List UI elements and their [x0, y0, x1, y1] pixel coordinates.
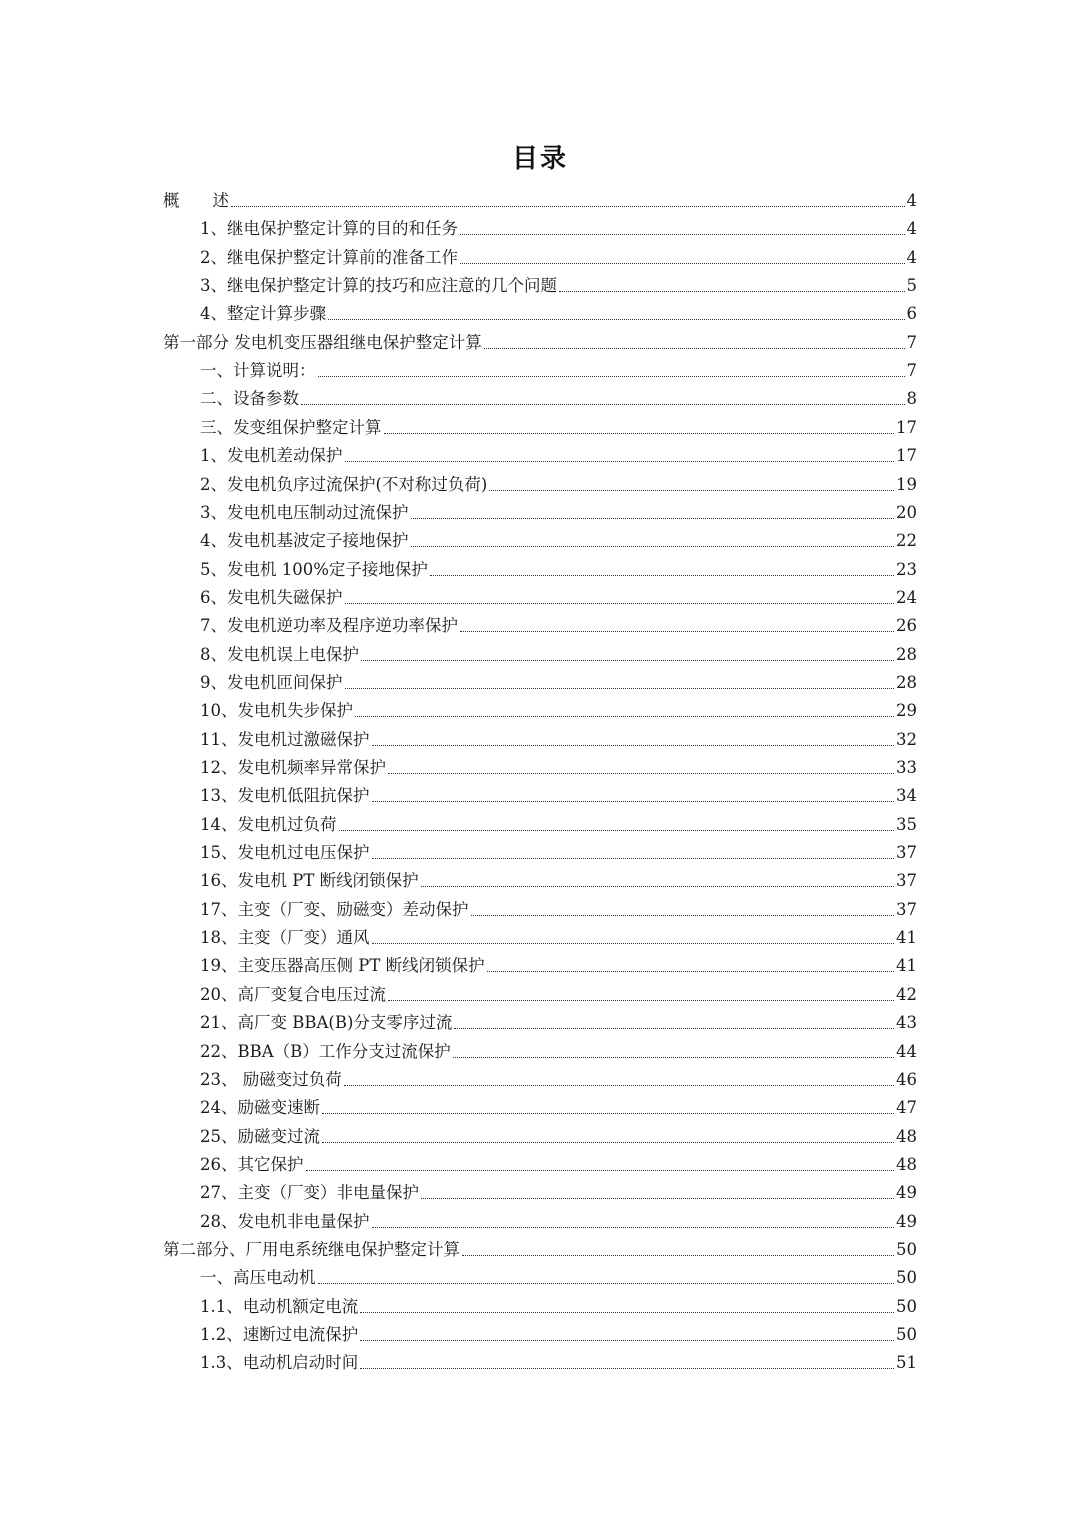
toc-entry-label: 12、发电机频率异常保护 [200, 758, 386, 777]
toc-entry[interactable] [200, 870, 917, 892]
toc-entry-label: 13、发电机低阻抗保护 [200, 786, 370, 806]
toc-entry-page-number: 4 [906, 191, 917, 210]
dot-leader [301, 404, 905, 405]
toc-entry[interactable] [200, 388, 917, 410]
toc-entry[interactable] [200, 474, 917, 496]
toc-entry[interactable] [200, 615, 917, 637]
toc-entry-page-number: 29 [896, 701, 917, 721]
dot-leader [360, 1340, 894, 1341]
toc-entry-page-number: 34 [896, 786, 917, 806]
toc-entry-page-number: 24 [896, 587, 917, 607]
toc-entry[interactable] [200, 984, 917, 1006]
toc-entry-page-number: 37 [896, 899, 917, 919]
toc-entry[interactable] [200, 644, 917, 666]
toc-entry-page-number: 7 [906, 361, 917, 381]
toc-entry[interactable] [200, 785, 917, 807]
toc-entry[interactable] [200, 1352, 917, 1374]
toc-entry-page-number: 44 [896, 1041, 917, 1061]
dot-leader [388, 773, 894, 774]
toc-entry-page-number: 20 [896, 502, 917, 522]
toc-entry-label: 第一部分 发电机变压器组继电保护整定计算 [163, 332, 482, 352]
toc-entry[interactable] [200, 842, 917, 864]
toc-entry-page-number: 51 [896, 1353, 917, 1373]
dot-leader [421, 1198, 894, 1199]
toc-entry-label: 2、继电保护整定计算前的准备工作 [200, 247, 458, 267]
toc-entry-label: 1、继电保护整定计算的目的和任务 [200, 219, 458, 239]
toc-entry[interactable] [200, 1012, 917, 1034]
dot-leader [328, 319, 905, 320]
toc-entry-page-number: 37 [896, 871, 917, 891]
toc-entry-page-number: 4 [906, 247, 917, 267]
toc-entry-label: 9、发电机匝间保护 [200, 672, 343, 692]
toc-entry-label: 3、发电机电压制动过流保护 [200, 502, 409, 522]
toc-entry-page-number: 47 [896, 1098, 917, 1118]
toc-entry-page-number: 4 [906, 219, 917, 239]
toc-entry-page-number: 50 [896, 1325, 917, 1344]
toc-entry-label: 一、高压电动机 [200, 1268, 316, 1288]
dot-leader [344, 1085, 894, 1086]
toc-entry-label: 18、主变（厂变）通风 [200, 928, 370, 948]
toc-entry-label: 1.2、速断过电流保护 [200, 1325, 359, 1344]
toc-entry-label: 5、发电机 100%定子接地保护 [200, 559, 428, 579]
dot-leader [484, 348, 905, 349]
dot-leader [411, 546, 895, 547]
toc-entry[interactable] [200, 218, 917, 240]
dot-leader [339, 830, 895, 831]
toc-entry[interactable] [200, 275, 917, 297]
toc-entry-label: 8、发电机误上电保护 [200, 644, 359, 664]
toc-entry[interactable] [200, 814, 917, 836]
toc-entry[interactable] [200, 955, 917, 977]
toc-entry[interactable] [200, 1126, 917, 1148]
dot-leader [460, 263, 905, 264]
toc-entry-page-number: 48 [896, 1154, 917, 1174]
toc-entry[interactable] [200, 1097, 917, 1119]
toc-entry-label: 1.1、电动机额定电流 [200, 1296, 359, 1316]
toc-entry-label: 23、 励磁变过负荷 [200, 1069, 342, 1089]
toc-entry-page-number: 33 [896, 758, 917, 777]
toc-entry[interactable] [200, 417, 917, 439]
toc-entry-label: 10、发电机失步保护 [200, 701, 353, 721]
toc-entry-page-number: 23 [896, 559, 917, 579]
dot-leader [372, 1227, 895, 1228]
dot-leader [372, 745, 895, 746]
dot-leader [322, 1113, 894, 1114]
toc-entry[interactable] [163, 332, 917, 354]
toc-entry-page-number: 46 [896, 1069, 917, 1089]
dot-leader [430, 575, 894, 576]
dot-leader [372, 801, 895, 802]
dot-leader [454, 1028, 894, 1029]
toc-entry-label: 11、发电机过激磁保护 [200, 729, 370, 749]
dot-leader [421, 886, 894, 887]
toc-entry-label: 28、发电机非电量保护 [200, 1211, 370, 1231]
toc-entry-page-number: 17 [896, 446, 917, 466]
toc-entry-page-number: 50 [896, 1296, 917, 1316]
toc-entry-label: 24、励磁变速断 [200, 1098, 320, 1118]
toc-entry[interactable] [163, 1239, 917, 1261]
dot-leader [231, 206, 905, 207]
dot-leader [559, 291, 905, 292]
toc-entry-label: 6、发电机失磁保护 [200, 587, 343, 607]
toc-entry-label: 17、主变（厂变、励磁变）差动保护 [200, 899, 469, 919]
toc-entry-label: 二、设备参数 [200, 389, 299, 409]
toc-entry[interactable] [200, 1182, 917, 1204]
toc-entry-page-number: 50 [896, 1239, 917, 1259]
toc-entry-page-number: 6 [906, 304, 917, 324]
toc-entry-label: 15、发电机过电压保护 [200, 843, 370, 863]
toc-entry-label: 19、主变压器高压侧 PT 断线闭锁保护 [200, 956, 485, 976]
toc-entry-label: 27、主变（厂变）非电量保护 [200, 1183, 419, 1203]
toc-entry[interactable] [200, 445, 917, 467]
toc-entry-page-number: 50 [896, 1268, 917, 1288]
toc-entry-page-number: 22 [896, 531, 917, 551]
toc-entry-label: 2、发电机负序过流保护(不对称过负荷) [200, 474, 488, 494]
dot-leader [453, 1057, 894, 1058]
dot-leader [384, 433, 895, 434]
toc-entry[interactable] [200, 1296, 917, 1318]
toc-entry-page-number: 42 [896, 984, 917, 1004]
toc-entry[interactable] [200, 502, 917, 524]
toc-entry[interactable] [200, 899, 917, 921]
toc-entry-label: 16、发电机 PT 断线闭锁保护 [200, 871, 419, 891]
dot-leader [355, 716, 894, 717]
toc-entry[interactable] [200, 700, 917, 722]
toc-entry-page-number: 37 [896, 843, 917, 863]
dot-leader [360, 1312, 894, 1313]
dot-leader [345, 688, 895, 689]
toc-entry[interactable] [163, 190, 917, 212]
toc-entry-label: 1.3、电动机启动时间 [200, 1353, 359, 1373]
dot-leader [322, 1142, 894, 1143]
toc-entry[interactable] [200, 1041, 917, 1063]
dot-leader [345, 461, 895, 462]
toc-entry-label: 21、高厂变 BBA(B)分支零序过流 [200, 1013, 453, 1033]
toc-entry-label: 1、发电机差动保护 [200, 446, 343, 466]
toc-entry[interactable] [200, 757, 917, 779]
toc-entry-label: 第二部分、厂用电系统继电保护整定计算 [163, 1239, 460, 1259]
toc-entry[interactable] [200, 360, 917, 382]
toc-entry-page-number: 7 [906, 332, 917, 352]
toc-entry[interactable] [200, 530, 917, 552]
toc-entry-label: 一、计算说明： [200, 361, 316, 381]
dot-leader [318, 376, 905, 377]
toc-entry-page-number: 49 [896, 1211, 917, 1231]
dot-leader [372, 858, 895, 859]
toc-entry[interactable] [200, 587, 917, 609]
toc-entry-label: 7、发电机逆功率及程序逆功率保护 [200, 616, 458, 636]
toc-entry[interactable] [200, 247, 917, 269]
toc-entry-page-number: 43 [896, 1013, 917, 1033]
toc-entry-page-number: 19 [896, 474, 917, 494]
toc-entry-label: 4、整定计算步骤 [200, 304, 326, 324]
toc-entry-page-number: 41 [896, 956, 917, 976]
toc-entry-page-number: 17 [896, 417, 917, 437]
dot-leader [306, 1170, 895, 1171]
toc-entry-label: 4、发电机基波定子接地保护 [200, 531, 409, 551]
toc-entry-label: 三、发变组保护整定计算 [200, 417, 382, 437]
dot-leader [460, 234, 905, 235]
toc-entry[interactable] [200, 559, 917, 581]
toc-entry-page-number: 26 [896, 616, 917, 636]
toc-entry[interactable] [200, 927, 917, 949]
dot-leader [487, 971, 894, 972]
toc-entry[interactable] [200, 1267, 917, 1289]
toc-entry-label: 25、励磁变过流 [200, 1126, 320, 1146]
dot-leader [318, 1283, 895, 1284]
toc-entry-page-number: 32 [896, 729, 917, 749]
dot-leader [489, 490, 894, 491]
toc-entry[interactable] [200, 672, 917, 694]
toc-entry[interactable] [200, 1324, 917, 1346]
toc-entry-label: 概 述 [163, 191, 229, 210]
dot-leader [471, 915, 895, 916]
dot-leader [361, 660, 894, 661]
toc-entry[interactable] [200, 303, 917, 325]
toc-entry[interactable] [200, 1211, 917, 1233]
dot-leader [360, 1368, 894, 1369]
dot-leader [411, 518, 895, 519]
toc-entry-page-number: 28 [896, 672, 917, 692]
toc-entry-page-number: 35 [896, 814, 917, 834]
toc-entry-label: 20、高厂变复合电压过流 [200, 984, 386, 1004]
toc-entry-page-number: 49 [896, 1183, 917, 1203]
dot-leader [460, 631, 894, 632]
toc-entry-page-number: 8 [906, 389, 917, 409]
toc-entry-page-number: 48 [896, 1126, 917, 1146]
toc-entry-page-number: 5 [906, 276, 917, 296]
toc-entry-label: 3、继电保护整定计算的技巧和应注意的几个问题 [200, 276, 557, 296]
toc-entry-page-number: 41 [896, 928, 917, 948]
dot-leader [388, 1000, 894, 1001]
toc-entry[interactable] [200, 729, 917, 751]
dot-leader [372, 943, 895, 944]
toc-entry-label: 22、BBA（B）工作分支过流保护 [200, 1041, 451, 1061]
page-title: 目录 [511, 144, 568, 174]
dot-leader [345, 603, 895, 604]
toc-entry-label: 26、其它保护 [200, 1154, 304, 1174]
dot-leader [462, 1255, 894, 1256]
toc-entry-label: 14、发电机过负荷 [200, 814, 337, 834]
toc-entry-page-number: 28 [896, 644, 917, 664]
toc-entry[interactable] [200, 1069, 917, 1091]
toc-entry[interactable] [200, 1154, 917, 1176]
